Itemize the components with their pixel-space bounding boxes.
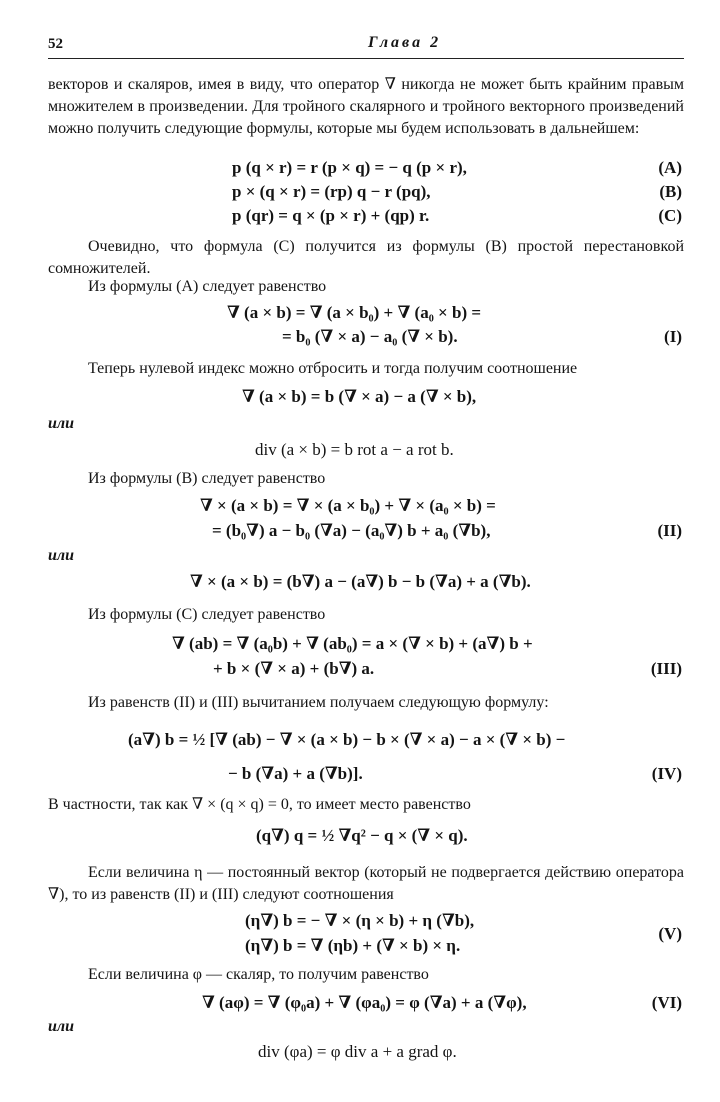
formula-iv-line1: (a∇) b = ½ [∇ (ab) − ∇ × (a × b) − b × (∇ × a) − a × (∇ × b) − xyxy=(128,730,566,749)
formula-vi: ∇ (aφ) = ∇ (φ₀a) + ∇ (φa₀) = φ (∇a) + a (∇φ), xyxy=(202,993,527,1012)
formula-div-scalar: div (φa) = φ div a + a grad φ. xyxy=(258,1042,457,1061)
paragraph-c-from-b: Очевидно, что формула (C) получится из формулы (B) простой перестановкой сомножителей. xyxy=(48,238,684,277)
text-or-1: или xyxy=(48,415,75,432)
formula-curl-relation: ∇ (a × b) = b (∇ × a) − a (∇ × b), xyxy=(242,387,477,406)
text-scalar: Если величина φ — скаляр, то получим равенство xyxy=(88,966,429,983)
formula-v-line2: (η∇) b = ∇ (ηb) + (∇ × b) × η. xyxy=(245,936,461,955)
formula-a-tag: (A) xyxy=(658,158,682,177)
paragraph-subtract: Из равенств (II) и (III) вычитанием получаем следующую формулу: xyxy=(88,694,549,711)
text-or-2: или xyxy=(48,547,75,564)
formula-b-tag: (B) xyxy=(659,182,682,201)
formula-i-line1: ∇ (a × b) = ∇ (a × b₀) + ∇ (a₀ × b) = xyxy=(227,303,482,322)
formula-div-cross: div (a × b) = b rot a − a rot b. xyxy=(255,440,454,459)
text-from-a: Из формулы (A) следует равенство xyxy=(88,278,327,295)
formula-curl-cross: ∇ × (a × b) = (b∇) a − (a∇) b − b (∇a) + a (∇b). xyxy=(190,572,531,591)
page-number: 52 xyxy=(48,36,63,52)
formula-iv-tag: (IV) xyxy=(651,764,682,783)
formula-iii-tag: (III) xyxy=(650,659,682,678)
formula-i-tag: (I) xyxy=(664,327,682,346)
formula-c-tag: (C) xyxy=(658,206,682,225)
formula-iv-line2: − b (∇a) + a (∇b)]. xyxy=(228,764,363,783)
text-from-b: Из формулы (B) следует равенство xyxy=(88,470,326,487)
formula-ii-line2: = (b₀∇) a − b₀ (∇a) − (a₀∇) b + a₀ (∇b), xyxy=(212,521,491,540)
text-or-3: или xyxy=(48,1018,75,1035)
formula-b: p × (q × r) = (rp) q − r (pq), xyxy=(232,182,431,201)
page-header xyxy=(48,34,684,59)
formula-iii-line2: + b × (∇ × a) + (b∇) a. xyxy=(213,659,375,678)
paragraph-constant-vector: Если величина η — постоянный вектор (который не подвергается действию оператора ∇), то из равенств (II) и (III) следуют соотношения xyxy=(48,864,684,903)
paragraph-intro: векторов и скаляров, имея в виду, что оператор ∇ никогда не может быть крайним правым множителем в произведении. Для тройного скалярного и тройного векторного произведений можно получить следующие формулы, которые мы будем использовать в дальнейшем: xyxy=(48,76,684,137)
formula-vi-tag: (VI) xyxy=(651,993,682,1012)
formula-i-line2: = b₀ (∇ × a) − a₀ (∇ × b). xyxy=(282,327,458,346)
text-drop-index: Теперь нулевой индекс можно отбросить и тогда получим соотношение xyxy=(88,360,578,377)
formula-iii-line1: ∇ (ab) = ∇ (a₀b) + ∇ (ab₀) = a × (∇ × b) + (a∇) b + xyxy=(172,634,533,653)
paragraph-in-particular: В частности, так как ∇ × (q × q) = 0, то имеет место равенство xyxy=(48,796,471,813)
formula-ii-line1: ∇ × (a × b) = ∇ × (a × b₀) + ∇ × (a₀ × b) = xyxy=(200,496,496,515)
chapter-title: Глава 2 xyxy=(368,34,442,51)
formula-c: p (qr) = q × (p × r) + (qp) r. xyxy=(232,206,430,225)
formula-v-tag: (V) xyxy=(658,924,682,943)
text-from-c: Из формулы (C) следует равенство xyxy=(88,606,326,623)
formula-a: p (q × r) = r (p × q) = − q (p × r), xyxy=(232,158,467,177)
formula-v-line1: (η∇) b = − ∇ × (η × b) + η (∇b), xyxy=(245,911,475,930)
formula-q-gradient: (q∇) q = ½ ∇q² − q × (∇ × q). xyxy=(256,826,468,845)
formula-ii-tag: (II) xyxy=(657,521,682,540)
